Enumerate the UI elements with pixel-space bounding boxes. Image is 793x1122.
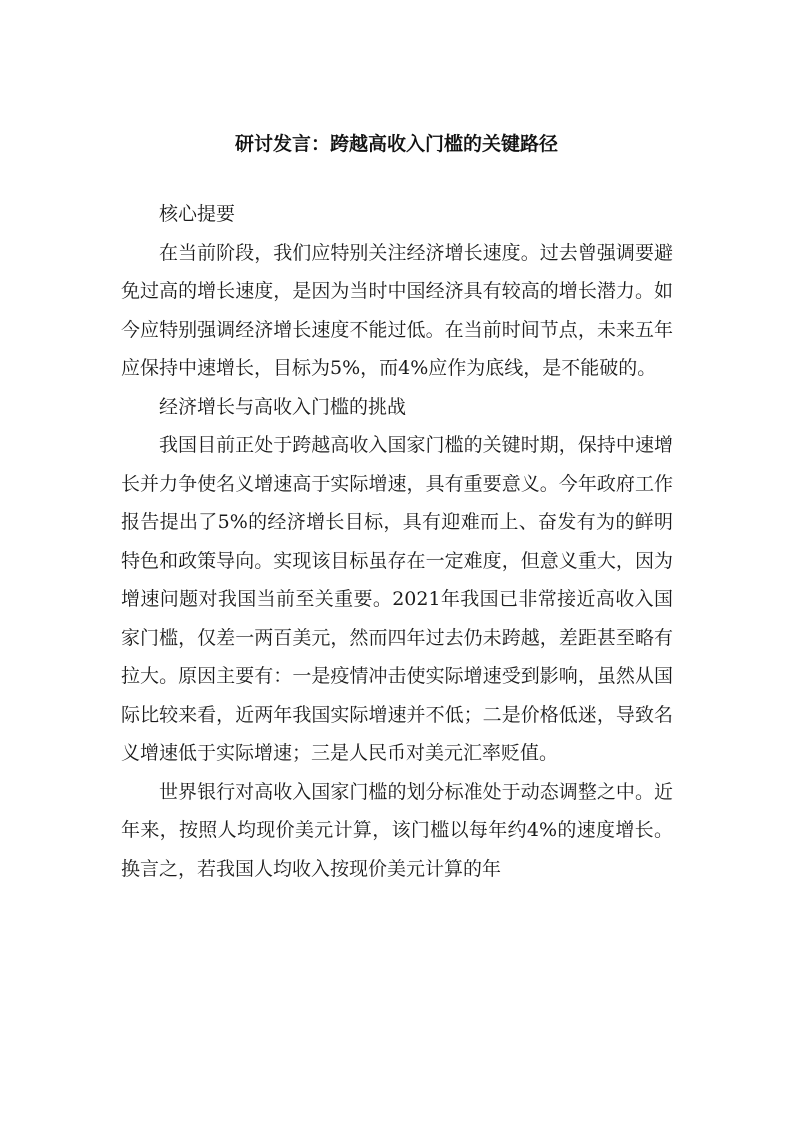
document-title: 研讨发言：跨越高收入门槛的关键路径 <box>234 133 558 155</box>
section-heading: 经济增长与高收入门槛的挑战 <box>159 395 407 418</box>
document-body <box>121 195 673 888</box>
body-paragraph: 世界银行对高收入国家门槛的划分标准处于动态调整之中。近年来，按照人均现价美元计算，该门槛以每年约4%的速度增长。换言之，若我国人均收入按现价美元计算的年 <box>121 780 673 880</box>
section-heading: 核心提要 <box>159 203 236 225</box>
body-paragraph: 我国目前正处于跨越高收入国家门槛的关键时期，保持中速增长并力争使名义增速高于实际增速，具有重要意义。今年政府工作报告提出了5%的经济增长目标，具有迎难而上、奋发有为的鲜明特色和政策导向。实现该目标虽存在一定难度，但意义重大，因为增速问题对我国当前至关重要。2021年我国已非常接近高收入国家门槛，仅差一两百美元，然而四年过去仍未跨越，差距甚至略有拉大。原因主要有：一是疫情冲击使实际增速受到影响，虽然从国际比较来看，近两年我国实际增速并不低；二是价格低迷，导致名义增速低于实际增速；三是人民币对美元汇率贬值。 <box>121 434 673 764</box>
body-paragraph: 在当前阶段，我们应特别关注经济增长速度。过去曾强调要避免过高的增长速度，是因为当时中国经济具有较高的增长潜力。如今应特别强调经济增长速度不能过低。在当前时间节点，未来五年应保持中速增长，目标为5%，而4%应作为底线，是不能破的。 <box>121 241 673 379</box>
